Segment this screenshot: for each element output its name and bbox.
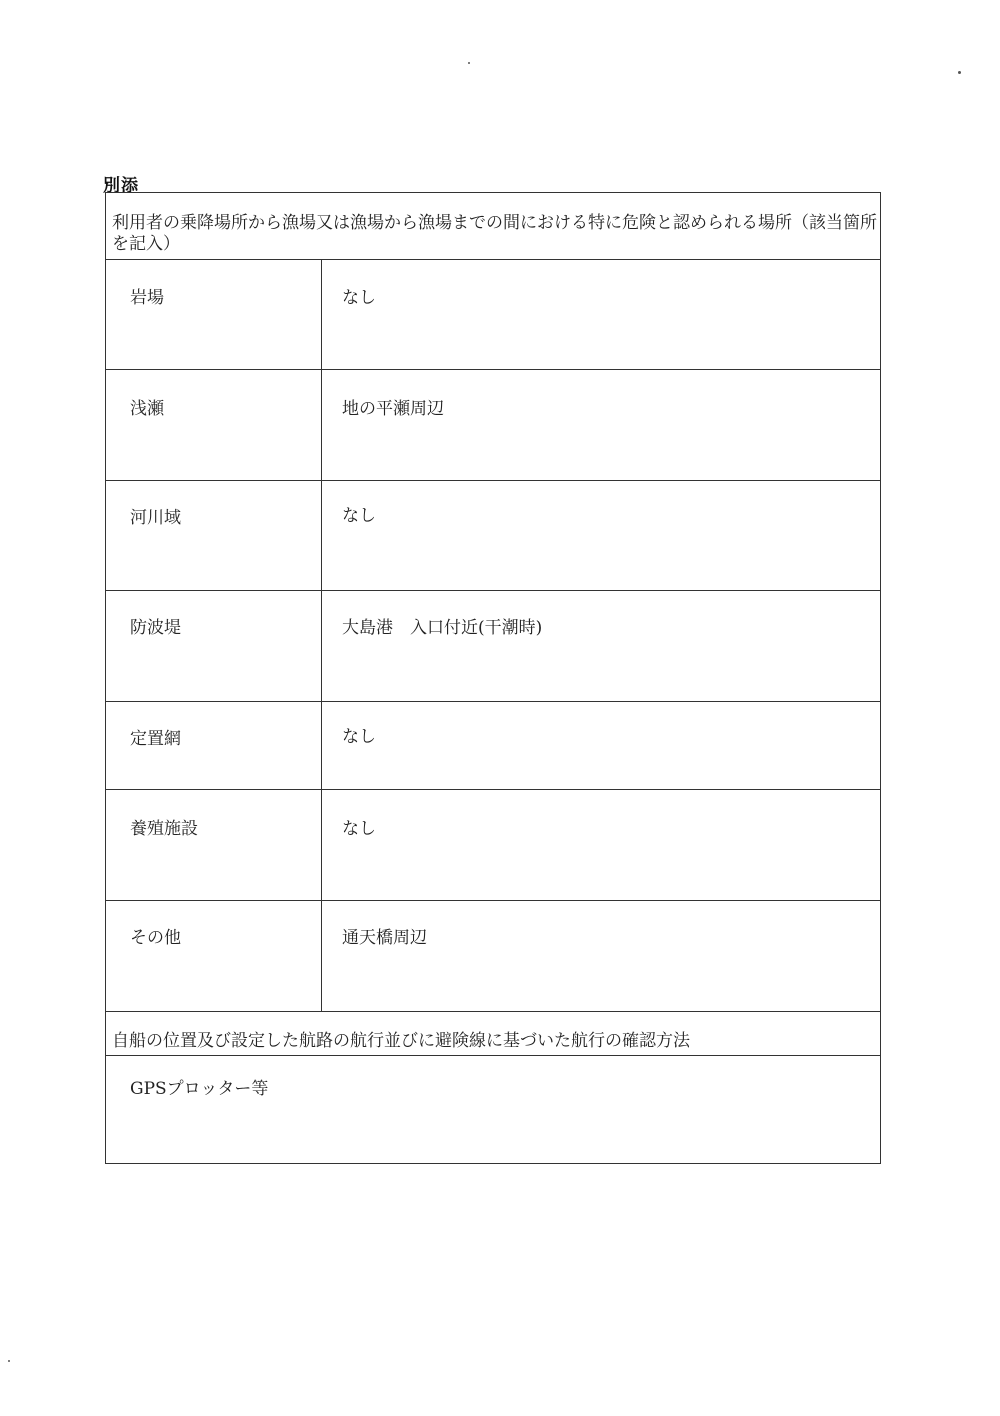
row-divider	[106, 789, 880, 790]
column-divider	[321, 259, 322, 1011]
category-value: なし	[342, 288, 376, 308]
scan-speck	[468, 62, 470, 64]
row-divider	[106, 590, 880, 591]
row-divider	[106, 1055, 880, 1056]
row-divider	[106, 900, 880, 901]
category-label: 浅瀬	[130, 399, 164, 419]
category-label: 養殖施設	[130, 819, 198, 839]
category-value: 地の平瀬周辺	[342, 399, 444, 419]
attachment-label: 別添	[103, 176, 139, 196]
scan-speck	[8, 1360, 10, 1362]
row-divider	[106, 701, 880, 702]
row-divider	[106, 259, 880, 260]
category-value: なし	[342, 506, 376, 526]
method-header: 自船の位置及び設定した航路の航行並びに避険線に基づいた航行の確認方法	[112, 1031, 690, 1051]
row-divider	[106, 369, 880, 370]
row-divider	[106, 1011, 880, 1012]
category-value: 大島港 入口付近(干潮時)	[342, 618, 543, 638]
category-value: 通天橋周辺	[342, 928, 427, 948]
category-label: 河川域	[130, 508, 181, 528]
category-label: 防波堤	[130, 618, 181, 638]
category-label: 定置網	[130, 729, 181, 749]
method-value: GPSプロッター等	[130, 1079, 269, 1099]
category-value: なし	[342, 727, 376, 747]
scan-speck	[958, 71, 961, 74]
hazard-header: 利用者の乗降場所から漁場又は漁場から漁場までの間における特に危険と認められる場所（該当箇所を記入）	[112, 213, 877, 254]
hazard-form-table	[105, 192, 881, 1164]
row-divider	[106, 480, 880, 481]
category-label: その他	[130, 928, 181, 948]
category-label: 岩場	[130, 288, 164, 308]
category-value: なし	[342, 819, 376, 839]
